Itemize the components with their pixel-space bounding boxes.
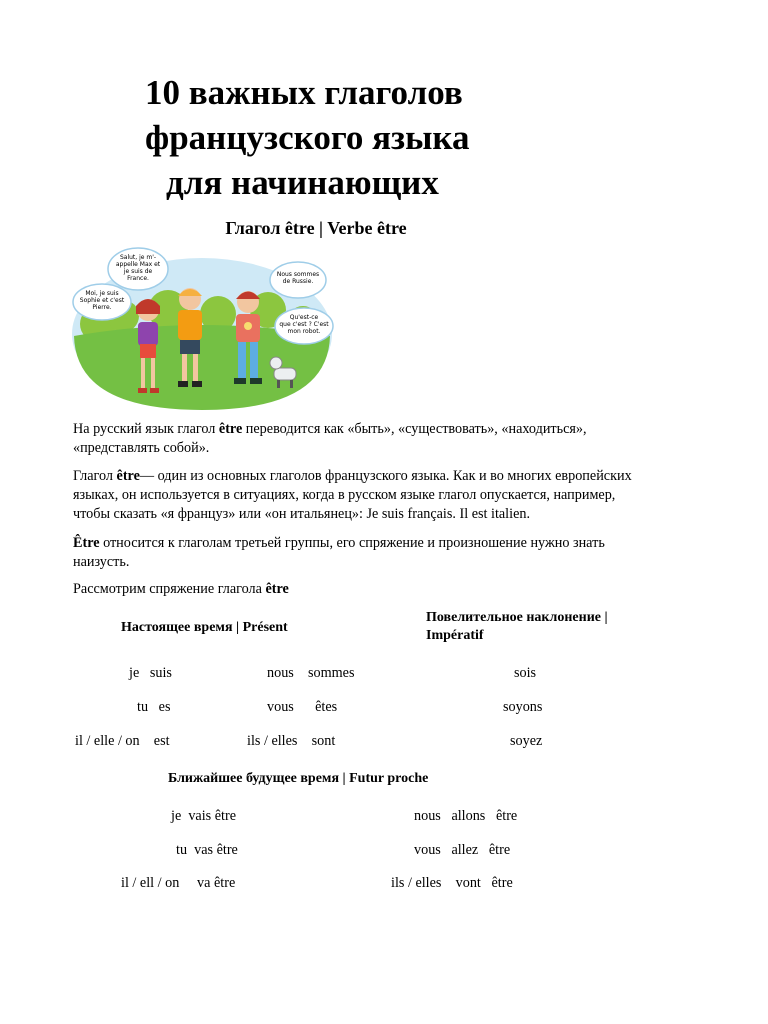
futur-left-3: il / ell / on va être bbox=[121, 875, 236, 891]
paragraph-2 bbox=[73, 467, 703, 524]
p3-bold-etre: Être bbox=[73, 535, 100, 551]
present-left-1: je suis bbox=[129, 665, 172, 681]
futur-left-1: je vais être bbox=[171, 808, 236, 824]
p3-line-2: наизусть. bbox=[73, 554, 130, 570]
children-illustration bbox=[68, 244, 336, 412]
p2-text: Глагол bbox=[73, 468, 117, 484]
present-left-2: tu es bbox=[137, 699, 171, 715]
futur-right-2: vous allez être bbox=[414, 842, 511, 858]
svg-text:Nous sommesde Russie.: Nous sommes de Russie. bbox=[276, 271, 320, 285]
present-right-3: ils / elles sont bbox=[247, 733, 336, 749]
imperatif-1: sois bbox=[514, 665, 537, 681]
speech-bubble-2 bbox=[73, 284, 131, 320]
p1-text-end: «представлять собой». bbox=[73, 440, 210, 456]
p2-bold-etre: être bbox=[116, 468, 140, 484]
title-line-3: для начинающих bbox=[166, 163, 439, 202]
imperatif-2: soyons bbox=[503, 699, 543, 715]
paragraph-1 bbox=[73, 420, 703, 458]
p2-text-cont: — один из основных глаголов французского языка. Как и во многих европейских bbox=[139, 468, 632, 484]
p1-bold-etre: être bbox=[218, 421, 243, 437]
speech-bubble-3 bbox=[270, 262, 326, 298]
p1-text: На русский язык глагол bbox=[73, 421, 219, 437]
futur-header: Ближайшее будущее время | Futur proche bbox=[168, 771, 429, 786]
page-title bbox=[145, 70, 565, 205]
title-line-1: 10 важных глаголов bbox=[145, 73, 463, 112]
p2-line-3: чтобы сказать «я француз» или «он итальянец»: Je suis français. Il est italien. bbox=[73, 506, 531, 522]
paragraph-3 bbox=[73, 534, 703, 572]
speech-bubble-4 bbox=[275, 308, 333, 344]
paragraph-4 bbox=[73, 580, 703, 599]
present-right-1: nous sommes bbox=[267, 665, 355, 681]
p4-text: Рассмотрим спряжение глагола bbox=[73, 581, 266, 597]
imperatif-3: soyez bbox=[510, 733, 543, 749]
imperatif-header bbox=[426, 609, 666, 645]
present-header: Настоящее время | Présent bbox=[121, 620, 288, 635]
p3-text: относится к глаголам третьей группы, его спряжение и произношение нужно знать bbox=[99, 535, 605, 551]
p4-bold-etre: être bbox=[265, 581, 289, 597]
speech-bubble-1 bbox=[108, 248, 168, 290]
section-subtitle: Глагол être | Verbe être bbox=[225, 218, 407, 238]
svg-text:Salut, je m'-appelle Max etje: Salut, je m'-appelle Max et je suis de France. bbox=[115, 254, 161, 282]
present-right-2: vous êtes bbox=[267, 699, 338, 715]
title-line-2: французского языка bbox=[145, 118, 470, 157]
svg-text:Moi, je suisSophie et c'estPie: Moi, je suis Sophie et c'est Pierre. bbox=[79, 290, 125, 311]
p2-line-2: языках, он используется в ситуациях, когда в русском языке глагол опускается, например, bbox=[73, 487, 616, 503]
futur-right-3: ils / elles vont être bbox=[391, 875, 513, 891]
futur-left-2: tu vas être bbox=[176, 842, 238, 858]
imperatif-header-line-2: Impératif bbox=[426, 628, 484, 643]
present-left-3: il / elle / on est bbox=[75, 733, 170, 749]
imperatif-header-line-1: Повелительное наклонение | bbox=[426, 610, 608, 625]
svg-text:Qu'est-ceque c'est ? C'estmon: Qu'est-ce que c'est ? C'est mon robot. bbox=[279, 314, 329, 335]
futur-right-1: nous allons être bbox=[414, 808, 518, 824]
p1-text-cont: переводится как «быть», «существовать», «находиться», bbox=[242, 421, 587, 437]
